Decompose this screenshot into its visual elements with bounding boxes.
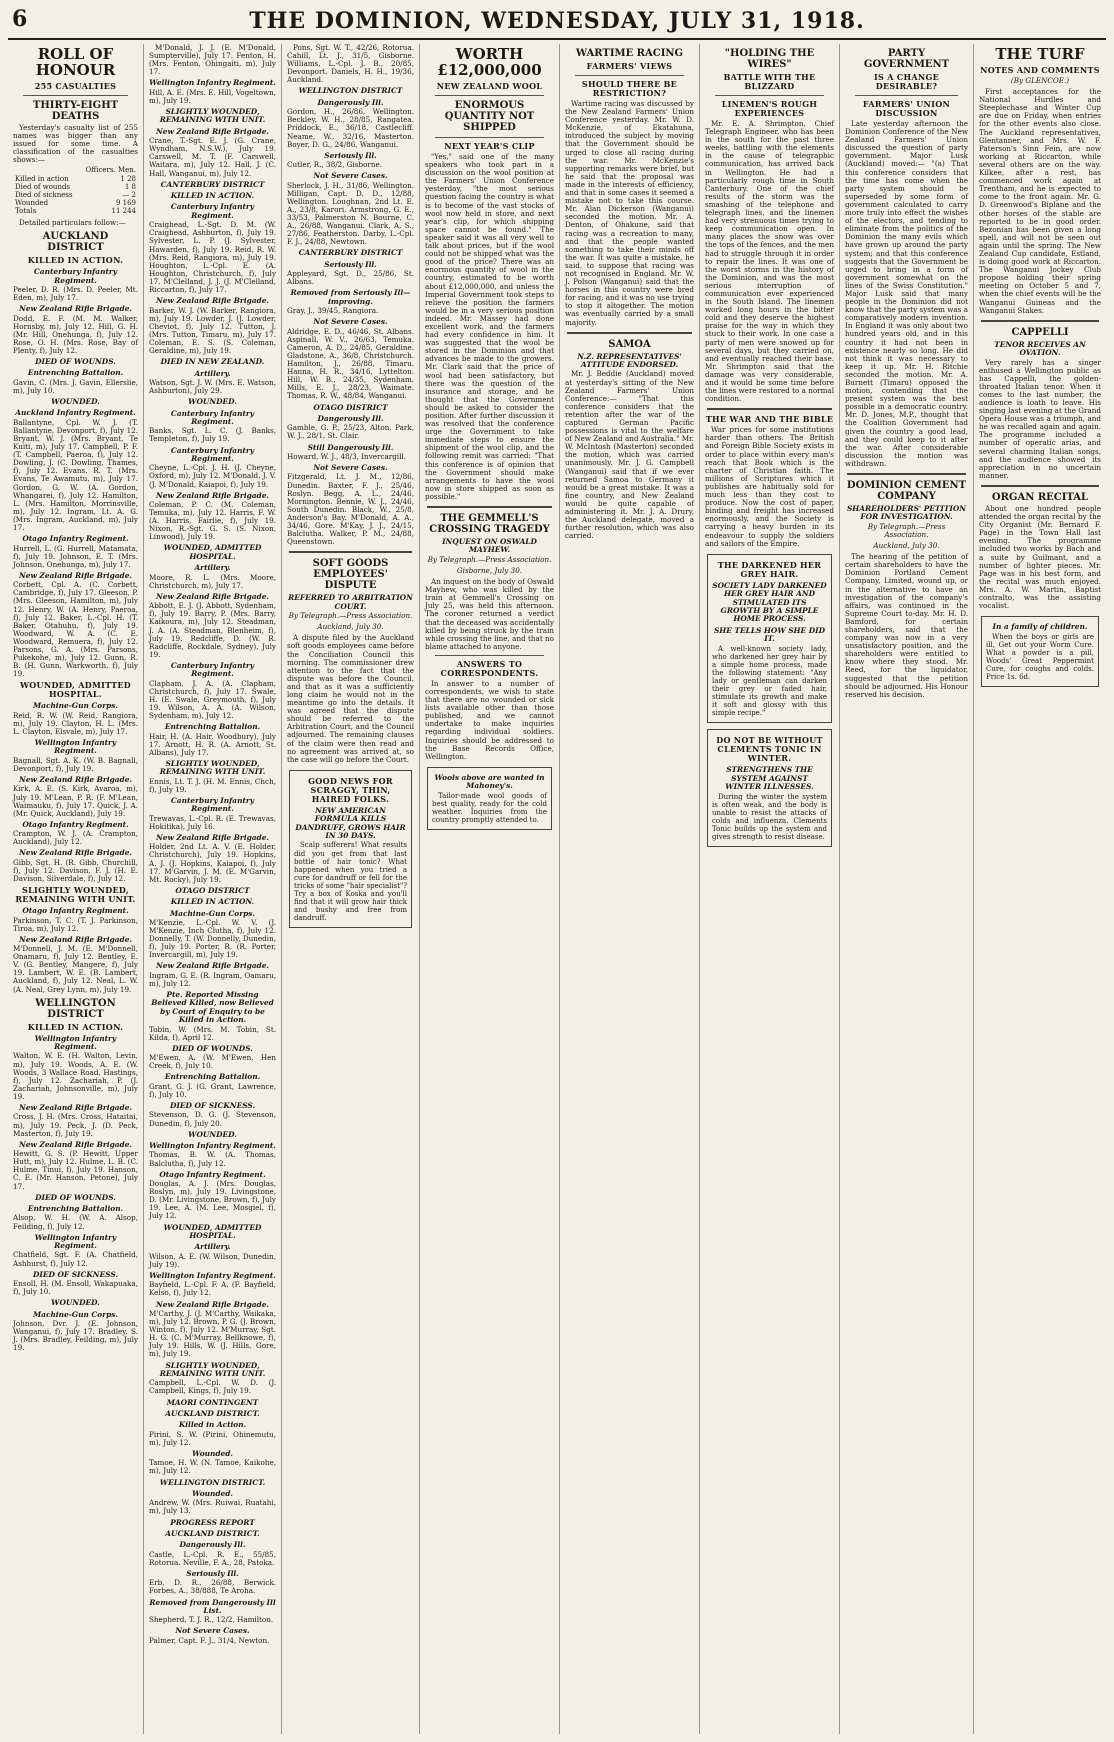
list-item: Gavin, C. (Mrs. J. Gavin, Ellerslie, m), July 10.: [13, 377, 138, 395]
unit-heading: New Zealand Rifle Brigade.: [19, 775, 132, 785]
table-row: Totals 11 244: [15, 206, 136, 215]
column-holding-the-wires: [700, 44, 840, 1734]
list-item: Stevenson, D. G. (J. Stevenson, Dunedin, f), July 20.: [149, 1110, 276, 1128]
unit-heading: Not Severe Cases.: [313, 463, 388, 473]
divider: [575, 75, 684, 76]
column-lead: M'Donald, J. J. (E. M'Donald, Sumpterville), July 17. Fenton, H. (Mrs. Fenton, Ohingaiti, m), July 17.: [149, 44, 276, 77]
advertisement: [289, 770, 412, 929]
list-item: Erb, D. R., 26/88, Berwick. Forbes, A., 38/888, Te Aroha.: [149, 1578, 276, 1596]
roll-detailed: Detailed particulars follow:—: [19, 218, 126, 228]
column-casualties-continued: [144, 44, 282, 1734]
list-item: Barker, W. J. (W. Barker, Rangiora, m), July 19. Lowder, J. (J. Lowder, Cheviot, f), July 12. Tutton, J. (Mrs. Tutton, Timaru, m), July 17. Coleman, E. S. (S. Coleman, Geraldine, m), July 19.: [149, 305, 276, 355]
article-body: A dispute filed by the Auckland soft goods employees came before the Conciliation Council this morning. The commissioner drew attention to the fact that the dispute was before the Council, and that as it was a sufficiently long claim he would not in the meantime go into the details. It was agreed that the dispute should be referred to the Arbitration Court, and the Council adjourned. The remaining clauses of the claim were then read and no agreement was arrived at, so the case will go before the Court.: [287, 633, 414, 764]
unit-heading: Wounded.: [192, 1448, 233, 1458]
section-heading: KILLED IN ACTION.: [27, 1021, 124, 1032]
page-number: 6: [12, 6, 28, 32]
ad-body: Scalp sufferers! What results did you get from that last bottle of hair tonic? What happened when you tried a cure for dandruff or fell for the tricks of some "hair specialist"? Try a box of Koska and you'll find that it will grow hair thick and bushy and free from dandruff.: [294, 841, 407, 923]
newspaper-title: THE DOMINION, WEDNESDAY, JULY 31, 1918.: [249, 8, 865, 34]
divider: [427, 506, 552, 508]
byline: By Telegraph.—Press Association.: [427, 554, 552, 564]
unit-heading: New Zealand Rifle Brigade.: [19, 1103, 132, 1113]
unit-heading: Wellington Infantry Regiment.: [34, 1033, 117, 1052]
list-item: Douglas, A. J. (Mrs. Douglas, Roslyn, m), July 19. Livingstone, D. (Mr. Livingstone, Brown, f), July 19. Lee, A. (M. Lee, Mosgiel, f), July 12.: [149, 1179, 276, 1221]
table-row: Killed in action 1 28: [15, 174, 136, 183]
advertisement: [707, 554, 832, 724]
list-item: Watson, Sgt. J. W. (Mrs. E. Watson, Ashburton), July 29.: [149, 377, 276, 395]
list-item: Cutler, R., 38/2, Gisborne.: [287, 160, 383, 170]
ad-subhead: NEW AMERICAN FORMULA KILLS DANDRUFF, GROWS HAIR IN 30 DAYS.: [295, 805, 406, 841]
list-item: Hurrell, L. (G. Hurrell, Matamata, f), July 19. Johnson, E. T. (Mrs. Johnson, Onehunga, m), July 17.: [13, 543, 138, 569]
unit-heading: New Zealand Rifle Brigade.: [19, 848, 132, 858]
unit-heading: SLIGHTLY WOUNDED, REMAINING WITH UNIT.: [159, 758, 266, 777]
unit-heading: Canterbury Infantry Regiment.: [170, 202, 255, 220]
article-heading: "HOLDING THE WIRES": [724, 48, 815, 70]
article-body: First acceptances for the National Hurdles and Steeplechase and Winter Cup are due on Friday, when entries for the other events also close. The Auckland representatives, Glentanner, and Mrs. W. F. Paterson's Sinn Fein, are now working at Riccarton, while several others are on the way. Kilkee, after a rest, has commenced work again at Trentham, and he is expected to come to the front again. Mr. G. D. Greenwood's Biplane and the other horses of the stable are reported to be in good order. Bezonian has been given a long spell, and will not be seen out again until the spring. The New Zealand Cup candidate, Estland, is doing good work at Riccarton. The Wanganui Jockey Club propose holding their spring meeting on October 5 and 7, when the chief events will be the Wanganui Guineas and the Wanganui Stakes.: [979, 87, 1101, 315]
unit-heading: Canterbury Infantry Regiment.: [170, 445, 255, 463]
unit-heading: PROGRESS REPORT: [170, 1517, 255, 1527]
divider: [435, 95, 544, 96]
ad-heading: DO NOT BE WITHOUT CLEMENTS TONIC IN WINTER.: [716, 735, 823, 764]
list-item: Bayfield, L.-Cpl. F. A. (F. Bayfield, Kelso, f), July 12.: [149, 1280, 276, 1298]
unit-heading: Wellington Infantry Regiment.: [149, 78, 276, 88]
list-item: Hill, A. E. (Mrs. E. Hill, Vogeltown, m), July 19.: [149, 87, 277, 105]
article-subhead: FARMERS' VIEWS: [586, 61, 673, 71]
list-item: Sherlock, J. H., 31/86, Wellington. Milligan, Capt. D. D., 12/88, Wellington. Loughnan, 2nd Lt. E. A., 23/8, Karori. Armstrong, G. E., 33/53, Palmerston N. Bourne, C. A., 26/88, Wanganui. Clark, A. S., 27/86, Featherston. Darby, L.-Cpl. F. J., 24/88, Newtown.: [287, 180, 414, 247]
article-heading: ORGAN RECITAL: [991, 491, 1089, 503]
byline: (By GLENCOE.): [1010, 76, 1070, 85]
list-item: Bagnall, Sgt. A. K. (W. B. Bagnall, Devonport, f), July 19.: [13, 755, 138, 773]
unit-heading: New Zealand Rifle Brigade.: [156, 961, 269, 971]
article-heading: THE WAR AND THE BIBLE: [705, 414, 834, 425]
unit-heading: New Zealand Rifle Brigade.: [156, 490, 269, 500]
list-item: Gibb, Sgt. H. (R. Gibb, Churchill, f), July 12. Davison, F. J. (H. E. Davison, Silverdale, f), July 12.: [13, 857, 138, 883]
unit-heading: Artillery.: [194, 368, 231, 378]
divider: [23, 95, 128, 96]
list-item: Reid, R. W. (W. Reid, Rangiora, m), July 19. Clayton, H. L. (Mrs. L. Clayton, Elsvale, m), July 17.: [13, 710, 138, 736]
unit-heading: DIED OF WOUNDS.: [172, 1043, 253, 1053]
column-roll-of-honour: [8, 44, 144, 1734]
unit-heading: Not Severe Cases.: [313, 317, 388, 327]
list-item: Walton, W. E. (H. Walton, Levin, m), July 19. Woods, A. E. (W. Woods, 3 Wallace Road, Hastings, f), July 12. Zachariah, P. (J. Zachariah, Johnsonville, m), July 19.: [13, 1051, 138, 1101]
unit-heading: CANTERBURY DISTRICT: [160, 179, 265, 189]
article-subhead: IS A CHANGE DESIRABLE?: [874, 72, 939, 91]
unit-heading: WELLINGTON DISTRICT: [298, 86, 403, 96]
article-heading: SOFT GOODS EMPLOYEES' DISPUTE: [312, 558, 389, 592]
unit-heading: Auckland Infantry Regiment.: [15, 408, 136, 418]
ad-body: When the boys or girls are ill, Get out your Worm Cure. What a powder is a pill, Woods' Great Peppermint Cure, for coughs and colds. Price 1s. 6d.: [986, 632, 1094, 682]
divider: [981, 485, 1099, 487]
unit-heading: Wellington Infantry Regiment.: [34, 738, 117, 756]
unit-heading: SLIGHTLY WOUNDED, REMAINING WITH UNIT.: [159, 1360, 266, 1378]
section-heading: SLIGHTLY WOUNDED, REMAINING WITH UNIT.: [15, 885, 136, 905]
list-item: Fitzgerald, Lt. J. M., 12/86, Dunedin. Baxter, F. J., 25/46, Roslyn. Begg, A. L., 24/46, Mornington. Bennie, W. J., 24/46, South Dunedin. Black, W., 25/8, Anderson's Bay. M'Donald, A. A., 34/46, Gore. M'Kay, J. J., 24/15, Balclutha. Walker, P. M., 24/88, Queenstown.: [287, 472, 414, 547]
unit-heading: KILLED IN ACTION.: [170, 897, 255, 907]
list-item: Abbott, E. J. (J. Abbott, Sydenham, f), July 19. Barry, P. (Mrs. Barry, Kaikoura, m), July 12. Steadman, J. A. (A. Steadman, Blenheim, f), July 19. Redcliffe, D. (W. R. Radcliffe, Rockdale, Sydney), July 19.: [149, 601, 276, 659]
list-item: Tobin, W. (Mrs. M. Tobin, St. Kilda, f), April 12.: [149, 1024, 276, 1042]
list-item: Corbett, Cpl. A. (C. Corbett, Cambridge, f), July 17. Gleeson, P. (Mrs. Gleeson, Hamilton, m), July 12. Henry, W. (A. Henry, Paeroa, f), July 12. Baker, L.-Cpl. H. (T. Baker, Otahuhu, f), July 19. Woodward, W. A. (C. E. Woodward, Remuera, f), July 12. Parsons, G. A. (Mrs. Parsons, Pukekohe, m), July 12. Gunn, R. B. (H. Gunn, Warkworth, f), July 19.: [13, 580, 138, 679]
list-item: Crane, T.-Sgt. E. J. (G. Crane, Wyndham, N.S.W.), July 19. Carswell, M. T. (F. Carswell, Waitara, m), July 12. Hall, J. (C. Hall, Wanganui, m), July 12.: [149, 136, 276, 178]
section-heading: WOUNDED, ADMITTED HOSPITAL.: [20, 680, 131, 700]
list-item: Aldridge, E. D., 46/46, St. Albans. Aspinall, W. V., 26/63, Temuka. Cameron, A. D., 24/85, Geraldine. Gladstone, A., 36/8, Christchurch. Hamilton, J., 26/88, Timaru. Hanna, H. R., 34/16, Lyttelton. Hill, W. B., 24/35, Sydenham. Mills, E. J., 28/23, Waimate. Thomas, R. W., 48/84, Wanganui.: [287, 326, 414, 401]
article-heading: PARTY GOVERNMENT: [863, 48, 950, 70]
unit-heading: WOUNDED.: [51, 397, 100, 406]
list-item: Clapham, J. A. (A. Clapham, Christchurch, f), July 17. Swale, H. (E. Swale, Greymouth, f), July 19. Wilson, A. A. (A. Wilson, Sydenham, m), July 12.: [149, 678, 276, 721]
list-item: Chatfield, Sgt. F. (A. Chatfield, Ashhurst, f), July 12.: [13, 1250, 138, 1268]
unit-heading: WOUNDED, ADMITTED HOSPITAL.: [163, 1222, 262, 1240]
table-row: Officers. Men.: [85, 166, 136, 175]
roll-intro: Yesterday's casualty list of 255 names was bigger than any issued for some time. A classification of the casualties shows:—: [13, 123, 138, 165]
article-subhead: BATTLE WITH THE BLIZZARD: [723, 72, 816, 91]
unit-heading: Wellington Infantry Regiment.: [34, 1232, 117, 1250]
ad-heading: In a family of children.: [992, 622, 1088, 632]
unit-heading: Not Severe Cases.: [313, 171, 388, 181]
unit-heading: Seriously Ill.: [324, 259, 377, 269]
article-heading: SAMOA: [608, 338, 651, 350]
list-item: Trewavas, L.-Cpl. R. (E. Trewavas, Hokitika), July 16.: [149, 813, 276, 831]
divider: [855, 95, 958, 96]
unit-heading: Seriously Ill.: [186, 1568, 239, 1578]
list-item: Andrew, W. (Mrs. Ruiwai, Ruatahi, m), July 13.: [149, 1498, 276, 1516]
unit-heading: Wellington Infantry Regiment.: [149, 1270, 276, 1280]
unit-heading: Otago Infantry Regiment.: [159, 1169, 266, 1179]
article-subhead: N.Z. REPRESENTATIVES' ATTITUDE ENDORSED.: [577, 351, 682, 370]
unit-heading: Dangerously Ill.: [317, 97, 384, 107]
unit-list: [13, 268, 138, 678]
roll-heading: ROLL OF HONOUR: [35, 45, 116, 79]
unit-heading: Entrenching Battalion.: [164, 722, 261, 732]
unit-heading: DIED OF WOUNDS.: [35, 357, 116, 366]
unit-heading: WOUNDED.: [188, 397, 237, 407]
column-party-government: [840, 44, 974, 1734]
unit-heading: MAORI CONTINGENT: [166, 1397, 259, 1407]
divider: [435, 137, 544, 138]
article-subhead: SHAREHOLDERS' PETITION FOR INVESTIGATION.: [846, 504, 967, 522]
table-row: Died of sickness — 2: [15, 190, 136, 199]
list-item: Banks, Sgt. L. C. (J. Banks, Templeton, f), July 19.: [149, 426, 276, 444]
article-subhead: LINEMEN'S ROUGH EXPERIENCES: [721, 99, 818, 118]
divider: [981, 320, 1099, 322]
list-item: M'Donnell, J. M. (E. M'Donnell, Onamaru, f), July 12. Bentley, E. V. (G. Bentley, Mangere, f), July 19. Lambert, W. E. (B. Lambert, Auckland, f), July 12. Neal, L. W. (A. Neal, Grey Lynn, m), July 19.: [13, 944, 138, 994]
list-item: M'Kenzie, L.-Cpl. W. V. (J. M'Kenzie, Inch Clutha, f), July 12. Donnelly, T. (W. Donnelly, Dunedin, f), July 19. Porter, R. (R. Porter, Invercargill, m), July 19.: [149, 918, 276, 960]
unit-heading: Canterbury Infantry Regiment.: [170, 660, 255, 679]
unit-heading: New Zealand Rifle Brigade.: [156, 832, 269, 842]
unit-heading: WOUNDED, ADMITTED HOSPITAL.: [163, 543, 262, 561]
dateline: Auckland, July 30.: [873, 541, 940, 551]
ad-body: A well-known society lady, who darkened her grey hair by a simple home process, made the following statement: "Any lady or gentleman can darken their grey or faded hair, stimulate its growth and make it soft and glossy with this simple recipe.": [712, 644, 827, 718]
list-item: Coleman, P. C. (M. Coleman, Temuka, m), July 12. Harris, F. W. (A. Harris, Fairlie, f), July 19. Nixon, R.-Sgt. G. S. (S. Nixon, Linwood), July 19.: [149, 500, 276, 542]
unit-heading: SLIGHTLY WOUNDED, REMAINING WITH UNIT.: [159, 106, 266, 125]
unit-heading: New Zealand Rifle Brigade.: [19, 570, 132, 580]
list-item: Crampton, W. J. (A. Crampton, Auckland), July 12.: [13, 829, 138, 847]
divider: [289, 551, 412, 553]
list-item: Campbell, L.-Cpl. W. D. (J. Campbell, Kings, f), July 19.: [149, 1378, 276, 1396]
article-heading: THE TURF: [995, 45, 1085, 63]
byline: By Telegraph.—Press Association.: [288, 611, 413, 621]
unit-list: [149, 79, 276, 1645]
column-wartime-racing: [560, 44, 700, 1734]
unit-heading: Otago Infantry Regiment.: [22, 906, 129, 916]
district-heading: AUCKLAND DISTRICT: [42, 231, 109, 254]
list-item: M'Ewen, A. (W. M'Ewen, Hen Creek, f), July 10.: [149, 1053, 276, 1071]
ad-heading: GOOD NEWS FOR SCRAGGY, THIN, HAIRED FOLKS.: [308, 775, 393, 804]
casualty-table: [13, 166, 138, 215]
list-item: Appleyard, Sgt. D., 25/86, St. Albans.: [287, 269, 414, 287]
ad-heading: Wools above are wanted in Mahoney's.: [434, 772, 545, 791]
article-body: Mr. J. Beddie (Auckland) moved at yesterday's sitting of the New Zealand Farmers' Union Conference:— "That this conference considers that the retention after the war of the captured German Pacific possessions is vital to the welfare of New Zealand and Australia." Mr. W. McIntosh (Masterton) seconded the motion, which was carried unanimously. Mr. J. G. Campbell (Wanganui) said that if we ever returned Samoa to Germany it would be a great mistake. It was a fine country, and New Zealand would be quite capable of administering it. Mr. J. A. Drury, the Auckland delegate, moved a further resolution, which was also carried.: [565, 369, 694, 541]
unit-heading: DIED OF WOUNDS.: [35, 1192, 116, 1202]
article-body: "Yes," said one of the many speakers who took part in a discussion on the wool position at the Farmers' Union Conference yesterday, "the most serious question facing the country is what is to become of the vast stocks of wool now held in store, and next year's clip, for which shipping space cannot be found." The speaker said it was all very well to talk about prices, but if the wool could not be shipped what was the good of the price? There was an enormous quantity of wool in the country, estimated to be worth about £12,000,000, and unless the Imperial Government took steps to relieve the position the farmers would be in a very serious position indeed. Mr. Massey had done excellent work, and the farmers had every confidence in him. It was suggested that the wool be stored in the Dominion and that advances be made to the growers. Mr. Clark said that the price of wool had been satisfactory, but there was the question of the insurance and storage, and he thought that the Government should be asked to consider the position. After further discussion it was resolved that the conference urge the Government to take immediate steps to ensure the shipment of the wool clip, and the following remit was carried: "That this conference is of opinion that the Government should make arrangements to have the wool now in store shipped as soon as possible.": [425, 152, 554, 501]
ad-body: During the winter the system is often weak, and the body is unable to resist the attacks of colds and influenza. Clements Tonic builds up the system and gives strength to resist disease.: [712, 792, 827, 842]
unit-heading: WELLINGTON DISTRICT.: [159, 1477, 266, 1487]
list-item: Pirini, S. W. (Pirini, Ohinemutu, m), July 12.: [149, 1429, 276, 1447]
unit-heading: New Zealand Rifle Brigade.: [19, 304, 132, 314]
column-the-turf: [974, 44, 1106, 1734]
list-item: Grant, G. J. (G. Grant, Lawrence, f), July 10.: [149, 1081, 276, 1099]
ad-heading: THE DARKENED HER GREY HAIR.: [717, 559, 822, 579]
unit-list: [13, 1035, 138, 1353]
list-item: Peeler, D. R. (Mrs. D. Peeler, Mt. Eden, m), July 17.: [13, 284, 138, 303]
unit-heading: Seriously Ill.: [324, 150, 377, 160]
masthead: [8, 6, 1106, 40]
divider: [435, 655, 544, 656]
article-heading: ANSWERS TO CORRESPONDENTS.: [440, 658, 539, 678]
list-item: Cheyne, L.-Cpl. J. H. (J. Cheyne, Oxford, m), July 12. M'Donald, J. V. (J. M'Donald, Kaiapoi, f), July 19.: [149, 463, 276, 489]
list-item: Dodd, E. F. (M. M. Walker, Hornsby, m), July 12. Hill, G. H. (Mr. Hill, Onehunga, f), July 12. Rose, O. H. (Mrs. Rose, Bay of Plenty, f), July 12.: [13, 313, 138, 355]
divider: [707, 408, 832, 410]
list-item: Gamble, G. P., 25/23, Alton. Park, W. J., 28/1, St. Clair.: [287, 423, 414, 441]
article-subhead: ENORMOUS QUANTITY NOT SHIPPED: [444, 100, 535, 133]
list-item: Holder, 2nd Lt. A. V. (E. Holder, Christchurch), July 19. Hopkins, A. J. (J. Hopkins, Kaiapoi, f), July 17. M'Garvin, J. M. (E. M'Garvin, Mt. Rocky), July 19.: [149, 842, 276, 884]
unit-heading: New Zealand Rifle Brigade.: [156, 296, 269, 306]
article-subhead: TENOR RECEIVES AN OVATION.: [994, 339, 1086, 358]
divider: [715, 95, 824, 96]
unit-heading: Entrenching Battalion.: [27, 1204, 124, 1213]
unit-heading: Artillery.: [194, 563, 231, 573]
unit-list: [287, 87, 414, 546]
article-body: About one hundred people attended the organ recital by the City Organist (Mr. Bernard F. Page) in the Town Hall last evening. The programme included two works by Bach and a suite by Guilmant, and a number of lighter pieces. Mr. Page was in his best form, and the recital was much enjoyed. Mrs. A. W. Martin, Baptist contralto, was the assisting vocalist.: [979, 503, 1101, 611]
table-row: Wounded 9 169: [15, 198, 136, 207]
article-body: Mr. E. A. Shrimpton, Chief Telegraph Engineer, who has been in the south for the past three weeks, battling with the elements in the cause of telegraphic communication, has arrived back in Wellington. He had a particularly rough time in South Canterbury. One of the chief results of the storm was the smashing of the telephone and telegraph lines, and the linemen had very strenuous times trying to keep communication open. In many places the snow was over the tops of the fences, and the men had to struggle through it in order to repair the lines. It was one of the worst storms in the history of the Dominion, and was the most serious interruption of communication ever experienced in the South Island. The linemen worked long hours in the bitter cold and they deserve the highest praise for the way in which they stuck to their work. In one case a party of men were snowed up for several days, but they carried on, and eventually reached their base. Mr. Shrimpton said that the damage was very considerable, and it would be some time before the lines were restored to a normal condition.: [705, 119, 834, 404]
unit-heading: Still Dangerously Ill.: [307, 442, 394, 452]
article-body: War prices for some institutions harder than others. The British and Foreign Bible Society exists in order to place within every man's reach that Book which is the charter of Christian faith. The millions of Scriptures which it publishes are habitually sold for much less than they cost to produce. Now the cost of paper, binding and freight has increased enormously, and the Society is carrying a heavy burden in its endeavour to supply the soldiers and sailors of the Empire.: [705, 425, 834, 548]
roll-casualties: 255 CASUALTIES: [34, 81, 117, 91]
list-item: Craighead, L.-Sgt. D. M. (W. Craighead, Ashburton, f), July 19. Sylvester, L. P. (J. Sylvester, Hawarden, f), July 19. Reid, R. W. (Mrs. Reid, Rangiora, m), July 19. Houghton, L.-Cpl. E. (A. Houghton, Christchurch, f), July 17. M'Clelland, J. J. (J. M'Clelland, Riccarton, f), July 17.: [149, 220, 276, 295]
unit-heading: DIED OF SICKNESS.: [32, 1269, 119, 1279]
article-subhead: NEW ZEALAND WOOL: [436, 81, 543, 91]
list-item: M'Carthy, J. (J. M'Carthy, Waikaka, m), July 12. Brown, P. G. (J. Brown, Winton, f), July 12. M'Murray, Sgt. H. G. (C. M'Murray, Bellknowe, f), July 19. Hills, W. (J. Hills, Gore, m), July 19.: [149, 1308, 276, 1359]
ad-body: Tailor-made wool goods of best quality, ready for the cold weather. Inquiries from the country promptly attended to.: [432, 791, 547, 824]
list-item: Ballantyne, Cpl. W. J. (T. Ballantyne, Devonport, f), July 12. Bryant, W. J. (Mrs. Bryant, Te Kuiti, m), July 17. Campbell, P. F. (T. Campbell, Paeroa, f), July 12. Dowling, J. (C. Dowling, Thames, f), July 12. Evans, R. T. (Mrs. Evans, Te Awamutu, m), July 17. Gordon, G. W. (A. Gordon, Whangarei, f), July 12. Hamilton, L. (Mrs. Hamilton, Morrinsville, m), July 12. Ingram, Lt. A. G. (Mrs. Ingram, Auckland, m), July 17.: [13, 417, 138, 533]
unit-heading: New Zealand Rifle Brigade.: [19, 1139, 132, 1149]
list-item: Ensoll, H. (M. Ensoll, Wakapuaka, f), July 10.: [13, 1279, 138, 1297]
article-heading: CAPPELLI: [1011, 326, 1069, 338]
list-item: Hewitt, G. S. (P. Hewitt, Upper Hutt, m), July 12. Hulme, L. B. (C. Hulme, Tinui, f), July 19. Hanson, C. E. (Mr. Hanson, Petone), July 17.: [13, 1149, 138, 1191]
list-item: Shepherd, T. J. R., 12/2, Hamilton.: [149, 1615, 274, 1625]
unit-heading: Removed from Dangerously Ill List.: [149, 1597, 276, 1615]
ad-subhead: STRENGTHENS THE SYSTEM AGAINST WINTER ILLNESSES.: [725, 765, 814, 792]
unit-heading: Otago Infantry Regiment.: [22, 534, 129, 544]
unit-heading: Canterbury Infantry Regiment.: [170, 408, 255, 426]
article-subhead: SHOULD THERE BE RESTRICTION?: [581, 79, 678, 98]
list-item: Hair, H. (A. Hair, Woodbury), July 17. Arnott, H. R. (A. Arnott, St. Albans), July 17.: [149, 731, 276, 757]
unit-list: [13, 907, 138, 994]
unit-heading: AUCKLAND DISTRICT.: [165, 1528, 260, 1538]
advertisement: [981, 616, 1099, 687]
unit-heading: WOUNDED.: [51, 1298, 100, 1308]
unit-heading: WOUNDED.: [188, 1129, 237, 1139]
unit-heading: New Zealand Rifle Brigade.: [156, 591, 269, 601]
column-progress-report: [282, 44, 420, 1734]
article-body: The hearing of the petition of certain shareholders to have the Dominion Portland Cement Company, Limited, wound up, or in the alternative to have an investigation of the company's affairs, was continued in the Supreme Court to-day. Mr. H. D. Bamford, for certain shareholders, said that the company was now in a very unsatisfactory position, and the shareholders were entitled to know where they stood. Mr. Reed, for the liquidator, suggested that the petition should be adjourned. His Honour reserved his decision.: [845, 552, 968, 699]
unit-heading: Machine-Gun Corps.: [32, 701, 119, 711]
unit-heading: Removed from Seriously Ill—improving.: [290, 288, 411, 306]
unit-list: [13, 702, 138, 883]
article-heading: WORTH £12,000,000: [437, 45, 542, 79]
article-subhead: NEXT YEAR'S CLIP: [444, 141, 535, 151]
column-wool: [420, 44, 560, 1734]
unit-heading: OTAGO DISTRICT: [175, 885, 250, 895]
article-body: An inquest on the body of Oswald Mayhew, who was killed by the train at Gemmell's Crossing on July 25, was held this afternoon. The coroner returned a verdict that the deceased was accidentally killed by being struck by the train while crossing the line, and that no blame attached to anyone.: [425, 577, 554, 651]
table-row: Died of wounds 1 8: [15, 182, 136, 191]
list-item: Castle, L.-Cpl. R. E., 55/85, Rotorua. Neville, F. A., 28, Patoka.: [149, 1549, 276, 1567]
list-item: Moore, R. L. (Mrs. Moore, Christchurch, m), July 17.: [149, 572, 276, 590]
list-item: Gray, J., 39/45, Rangiora.: [287, 306, 379, 316]
columns: [8, 44, 1106, 1734]
unit-heading: Canterbury Infantry Regiment.: [33, 267, 118, 285]
list-item: Wilson, A. E. (W. Wilson, Dunedin, July 19).: [149, 1251, 276, 1269]
list-item: Johnson, Dvr. J. (E. Johnson, Wanganui, f), July 17. Bradley, S. J. (Mrs. Bradley, Feilding, m), July 19.: [13, 1319, 138, 1353]
unit-heading: Dangerously Ill.: [317, 413, 384, 423]
article-subhead: FARMERS' UNION DISCUSSION: [862, 99, 951, 118]
advertisement: [427, 767, 552, 830]
list-item: Ingram, G. E. (R. Ingram, Oamaru, m), July 12.: [149, 970, 276, 988]
district-heading: WELLINGTON DISTRICT: [35, 997, 116, 1020]
advertisement: [707, 729, 832, 847]
unit-heading: DIED IN NEW ZEALAND.: [160, 357, 265, 367]
article-body: Wartime racing was discussed by the New Zealand Farmers' Union Conference yesterday. Mr. W. D. McKenzie, of Ekatahuna, introduced the subject by moving that the Government should be urged to close all racing during the war. Mr. McKenzie's supporting remarks were brief, but he said that the proposal was made in the interests of efficiency, and that in some cases it seemed a mistake not to take this course. Mr. Alan Dickerson (Wanganui) seconded the motion. Mr. A. Denton, of Ohakune, said that racing was a recreation to many, and that the people wanted something to take their minds off the war. It was quite a mistake, he said, to suppose that racing was not recognised in England. Mr. W. J. Polson (Wanganui) said that the horses in this country were bred for racing, and it was no use trying to stop it altogether. The motion was eventually carried by a small majority.: [565, 99, 694, 327]
article-body: Late yesterday afternoon the Dominion Conference of the New Zealand Farmers' Union discussed the question of party government. Major Lusk (Auckland) moved:— "(a) That this conference considers that the time has come when the party system should be superseded by some form of government calculated to carry more truly into effect the wishes of the electors, and tending to eliminate from the politics of the Dominion the many evils which have grown up around the party system; and that this conference suggests that the Government be urged to bring in a form of government somewhat on the lines of the Swiss Constitution." Major Lusk said that many people in the Dominion did not know that the party system was a comparatively modern invention. In England it was only about two hundred years old, and in this country it had not been in existence nearly so long. He did not think it was necessary to keep it up. Mr. H. Ritchie seconded the motion. Mr. A. Burnett (Timaru) opposed the motion, contending that the present system was the best possible in a democratic country. Mr. D. Jones, M.P., thought that the Coalition Government had given the country a good lead, and they could keep to it after the war. After considerable discussion the motion was withdrawn.: [845, 119, 968, 468]
unit-heading: Wounded.: [192, 1488, 233, 1498]
byline: By Telegraph.—Press Association.: [867, 521, 946, 539]
list-item: Gordon, H., 26/86, Wellington. Beckley, W. H., 28/85, Rangatea. Priddock, E., 36/18, Castlecliff. Neame, W., 32/16, Masterton. Boyer, D. G., 24/86, Wanganui.: [287, 107, 414, 149]
article-heading: THE GEMMELL'S CROSSING TRAGEDY: [429, 513, 550, 536]
divider: [567, 332, 692, 334]
unit-heading: Not Severe Cases.: [175, 1626, 250, 1636]
list-item: Howard, W. J., 48/3, Invercargill.: [287, 451, 406, 461]
unit-heading: New Zealand Rifle Brigade.: [156, 1299, 269, 1309]
divider: [847, 473, 966, 475]
list-item: Alsop, W. H. (W. A. Alsop, Feilding, f), July 12.: [13, 1213, 138, 1231]
unit-heading: KILLED IN ACTION.: [170, 191, 255, 201]
list-item: Tamoe, H. W. (N. Tamoe, Kaikohe, m), July 12.: [149, 1458, 276, 1476]
dateline: Gisborne, July 30.: [456, 565, 523, 575]
list-item: Thomas, B. W. (A. Thomas, Balclutha, f), July 12.: [149, 1150, 276, 1168]
unit-heading: Artillery.: [194, 1242, 231, 1252]
unit-heading: New Zealand Rifle Brigade.: [156, 126, 269, 136]
list-item: Cross, J. H. (Mrs. Cross, Hataitai, m), July 19. Peck, J. (D. Peck, Masterton, f), July 19.: [13, 1112, 138, 1138]
unit-heading: Otago Infantry Regiment.: [22, 819, 129, 829]
roll-deaths: THIRTY-EIGHT DEATHS: [32, 100, 119, 122]
article-body: Very rarely has a singer enthused a Wellington public as has Cappelli, the golden-throated Italian tenor. When it comes to the last number, the audience is loath to leave. His singing last evening at the Grand Opera House was a triumph, and he was recalled again and again. The programme included a number of operatic arias, and several charming Italian songs, and the audience showed its appreciation in no uncertain manner.: [979, 357, 1101, 480]
column-lead: Pons, Sgt. W. T., 42/26, Rotorua. Cahill, Lt. J., 31/5, Gisborne. Williams, L.-Cpl. J. B., 20/85, Devonport. Daniels, H. H., 19/36, Auckland.: [287, 44, 414, 85]
unit-heading: Machine-Gun Corps.: [32, 1309, 119, 1319]
unit-heading: Entrenching Battalion.: [27, 368, 124, 378]
unit-heading: DIED OF SICKNESS.: [169, 1101, 256, 1111]
unit-heading: Machine-Gun Corps.: [169, 908, 256, 918]
list-item: Ennis, Lt. T. J. (H. M. Ennis, Chch, f), July 19.: [149, 776, 276, 794]
unit-heading: CANTERBURY DISTRICT: [298, 248, 403, 258]
list-item: Kirk, A. E. (S. Kirk, Avaroa, m), July 19. M'Lean, P. R. (F. M'Lean, Waimauku, f), July 17. Quick, J. A. (Mr. Quick, Auckland), July 19.: [13, 784, 138, 818]
section-heading: KILLED IN ACTION.: [27, 255, 124, 266]
article-heading: WARTIME RACING: [575, 48, 684, 59]
ad-subhead: SOCIETY LADY DARKENED HER GREY HAIR AND STIMULATED ITS GROWTH BY A SIMPLE HOME PROCESS.: [712, 580, 827, 624]
list-item: Palmer, Capt. F. J., 31/4, Newton.: [149, 1635, 270, 1645]
unit-heading: Wellington Infantry Regiment.: [149, 1141, 276, 1151]
article-body: In answer to a number of correspondents, we wish to state that there are no wounded or sick lists available other than those published, and we cannot undertake to make inquiries regarding individual soldiers. Inquiries should be addressed to the Base Records Office, Wellington.: [425, 678, 554, 761]
unit-heading: New Zealand Rifle Brigade.: [19, 934, 132, 944]
article-subhead: REFERRED TO ARBITRATION COURT.: [288, 593, 413, 611]
article-subhead: INQUEST ON OSWALD MAYHEW.: [442, 537, 537, 555]
unit-heading: Entrenching Battalion.: [164, 1072, 261, 1082]
unit-heading: Pte. Reported Missing Believed Killed, now Believed by Court of Enquiry to be Killed in Action.: [151, 990, 274, 1025]
list-item: Parkinson, T. C. (T. J. Parkinson, Tiroa, m), July 12.: [13, 915, 138, 933]
unit-heading: AUCKLAND DISTRICT.: [165, 1408, 260, 1418]
unit-heading: Dangerously Ill.: [179, 1540, 246, 1550]
article-heading: DOMINION CEMENT COMPANY: [846, 480, 967, 503]
dateline: Auckland, July 30.: [317, 622, 384, 632]
article-subhead: NOTES AND COMMENTS: [980, 65, 1100, 75]
ad-subhead: SHE TELLS HOW SHE DID IT.: [713, 625, 826, 644]
unit-heading: Killed in Action.: [178, 1420, 247, 1430]
unit-heading: OTAGO DISTRICT: [313, 402, 388, 412]
unit-heading: Canterbury Infantry Regiment.: [170, 795, 255, 814]
